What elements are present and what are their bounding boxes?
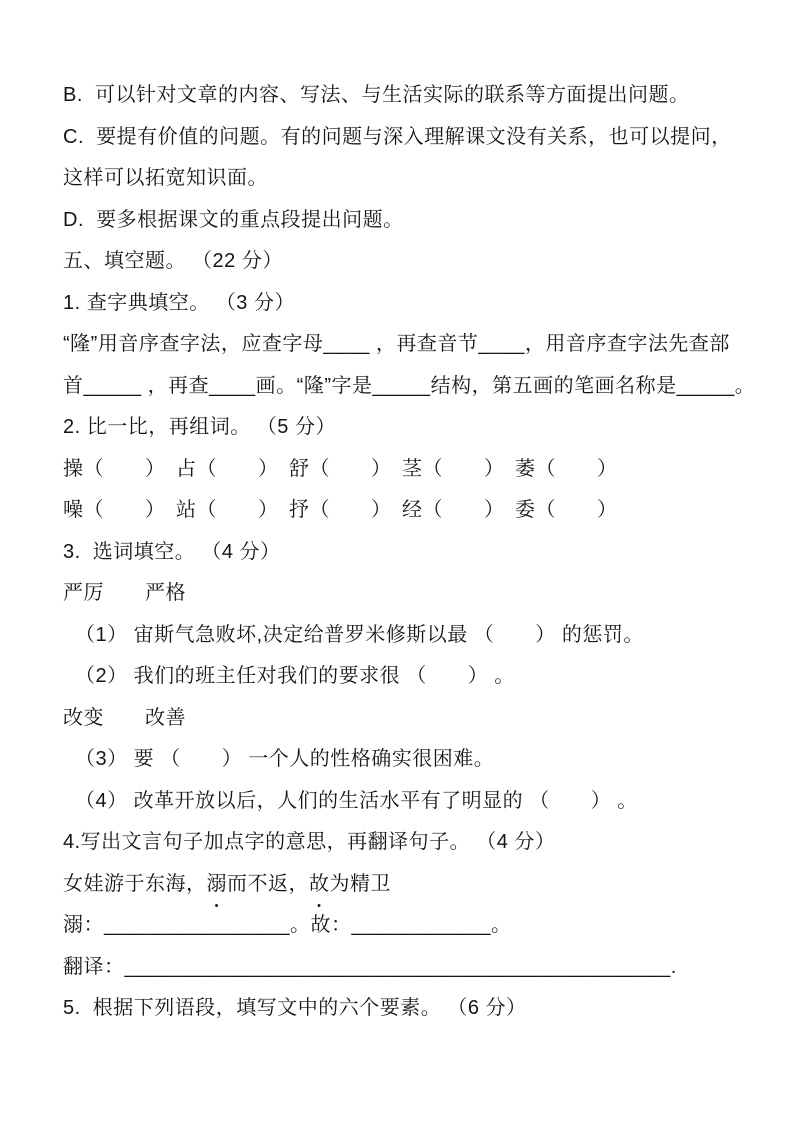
q4-title: 4.写出文言句子加点字的意思，再翻译句子。 （4 分）	[63, 831, 556, 853]
q4-sentence-part-3: 为精卫	[329, 872, 391, 895]
q3-item-3: （3） 要 （ ） 一个人的性格确实很困难。	[75, 748, 495, 770]
q3-word-pair-1: 严厉 严格	[63, 582, 186, 604]
q4-classical-sentence	[63, 864, 745, 906]
q4-definition-blanks: 溺：________________。故：____________。	[63, 914, 512, 936]
q3-item-1: （1） 宙斯气急败坏,决定给普罗米修斯以最 （ ） 的惩罚。	[75, 623, 644, 646]
q2-title: 2. 比一比，再组词。 （5 分）	[63, 416, 336, 438]
q4-dotted-char-gu: 故	[309, 872, 330, 895]
q3-word-pair-2: 改变 改善	[63, 706, 186, 729]
q4-sentence-part-1: 女娃游于东海，	[63, 872, 207, 895]
q2-word-row-2: 噪（ ） 站（ ） 抒（ ） 经（ ） 委（ ）	[63, 499, 618, 521]
option-c-line1: C. 要提有价值的问题。有的问题与深入理解课文没有关系，也可以提问，	[63, 125, 732, 148]
q3-item-2: （2） 我们的班主任对我们的要求很 （ ） 。	[75, 665, 515, 687]
section-five-heading: 五、填空题。 （22 分）	[63, 250, 283, 272]
q4-translation-blank: 翻译：_______________________________________________.	[63, 955, 677, 978]
q2-word-row-1: 操（ ） 占（ ） 舒（ ） 茎（ ） 萎（ ）	[63, 457, 618, 480]
option-c-line2: 这样可以拓宽知识面。	[63, 167, 268, 189]
q3-title: 3. 选词填空。 （4 分）	[63, 540, 281, 563]
q4-sentence-part-2: 而不返，	[227, 872, 309, 895]
q3-item-4: （4） 改革开放以后，人们的生活水平有了明显的 （ ） 。	[75, 789, 638, 812]
option-d: D. 要多根据课文的重点段提出问题。	[63, 208, 404, 231]
q4-dotted-char-ni: 溺	[206, 872, 227, 895]
q1-title: 1. 查字典填空。 （3 分）	[63, 291, 295, 314]
q1-text-line2: 首_____ ，再查____画。“隆”字是_____结构，第五画的笔画名称是_____。	[63, 374, 756, 397]
option-b: B. 可以针对文章的内容、写法、与生活实际的联系等方面提出问题。	[63, 84, 690, 106]
q5-title: 5. 根据下列语段，填写文中的六个要素。 （6 分）	[63, 997, 527, 1019]
q1-text-line1: “隆”用音序查字法，应查字母____ ，再查音节____，用音序查字法先查部	[63, 333, 730, 355]
